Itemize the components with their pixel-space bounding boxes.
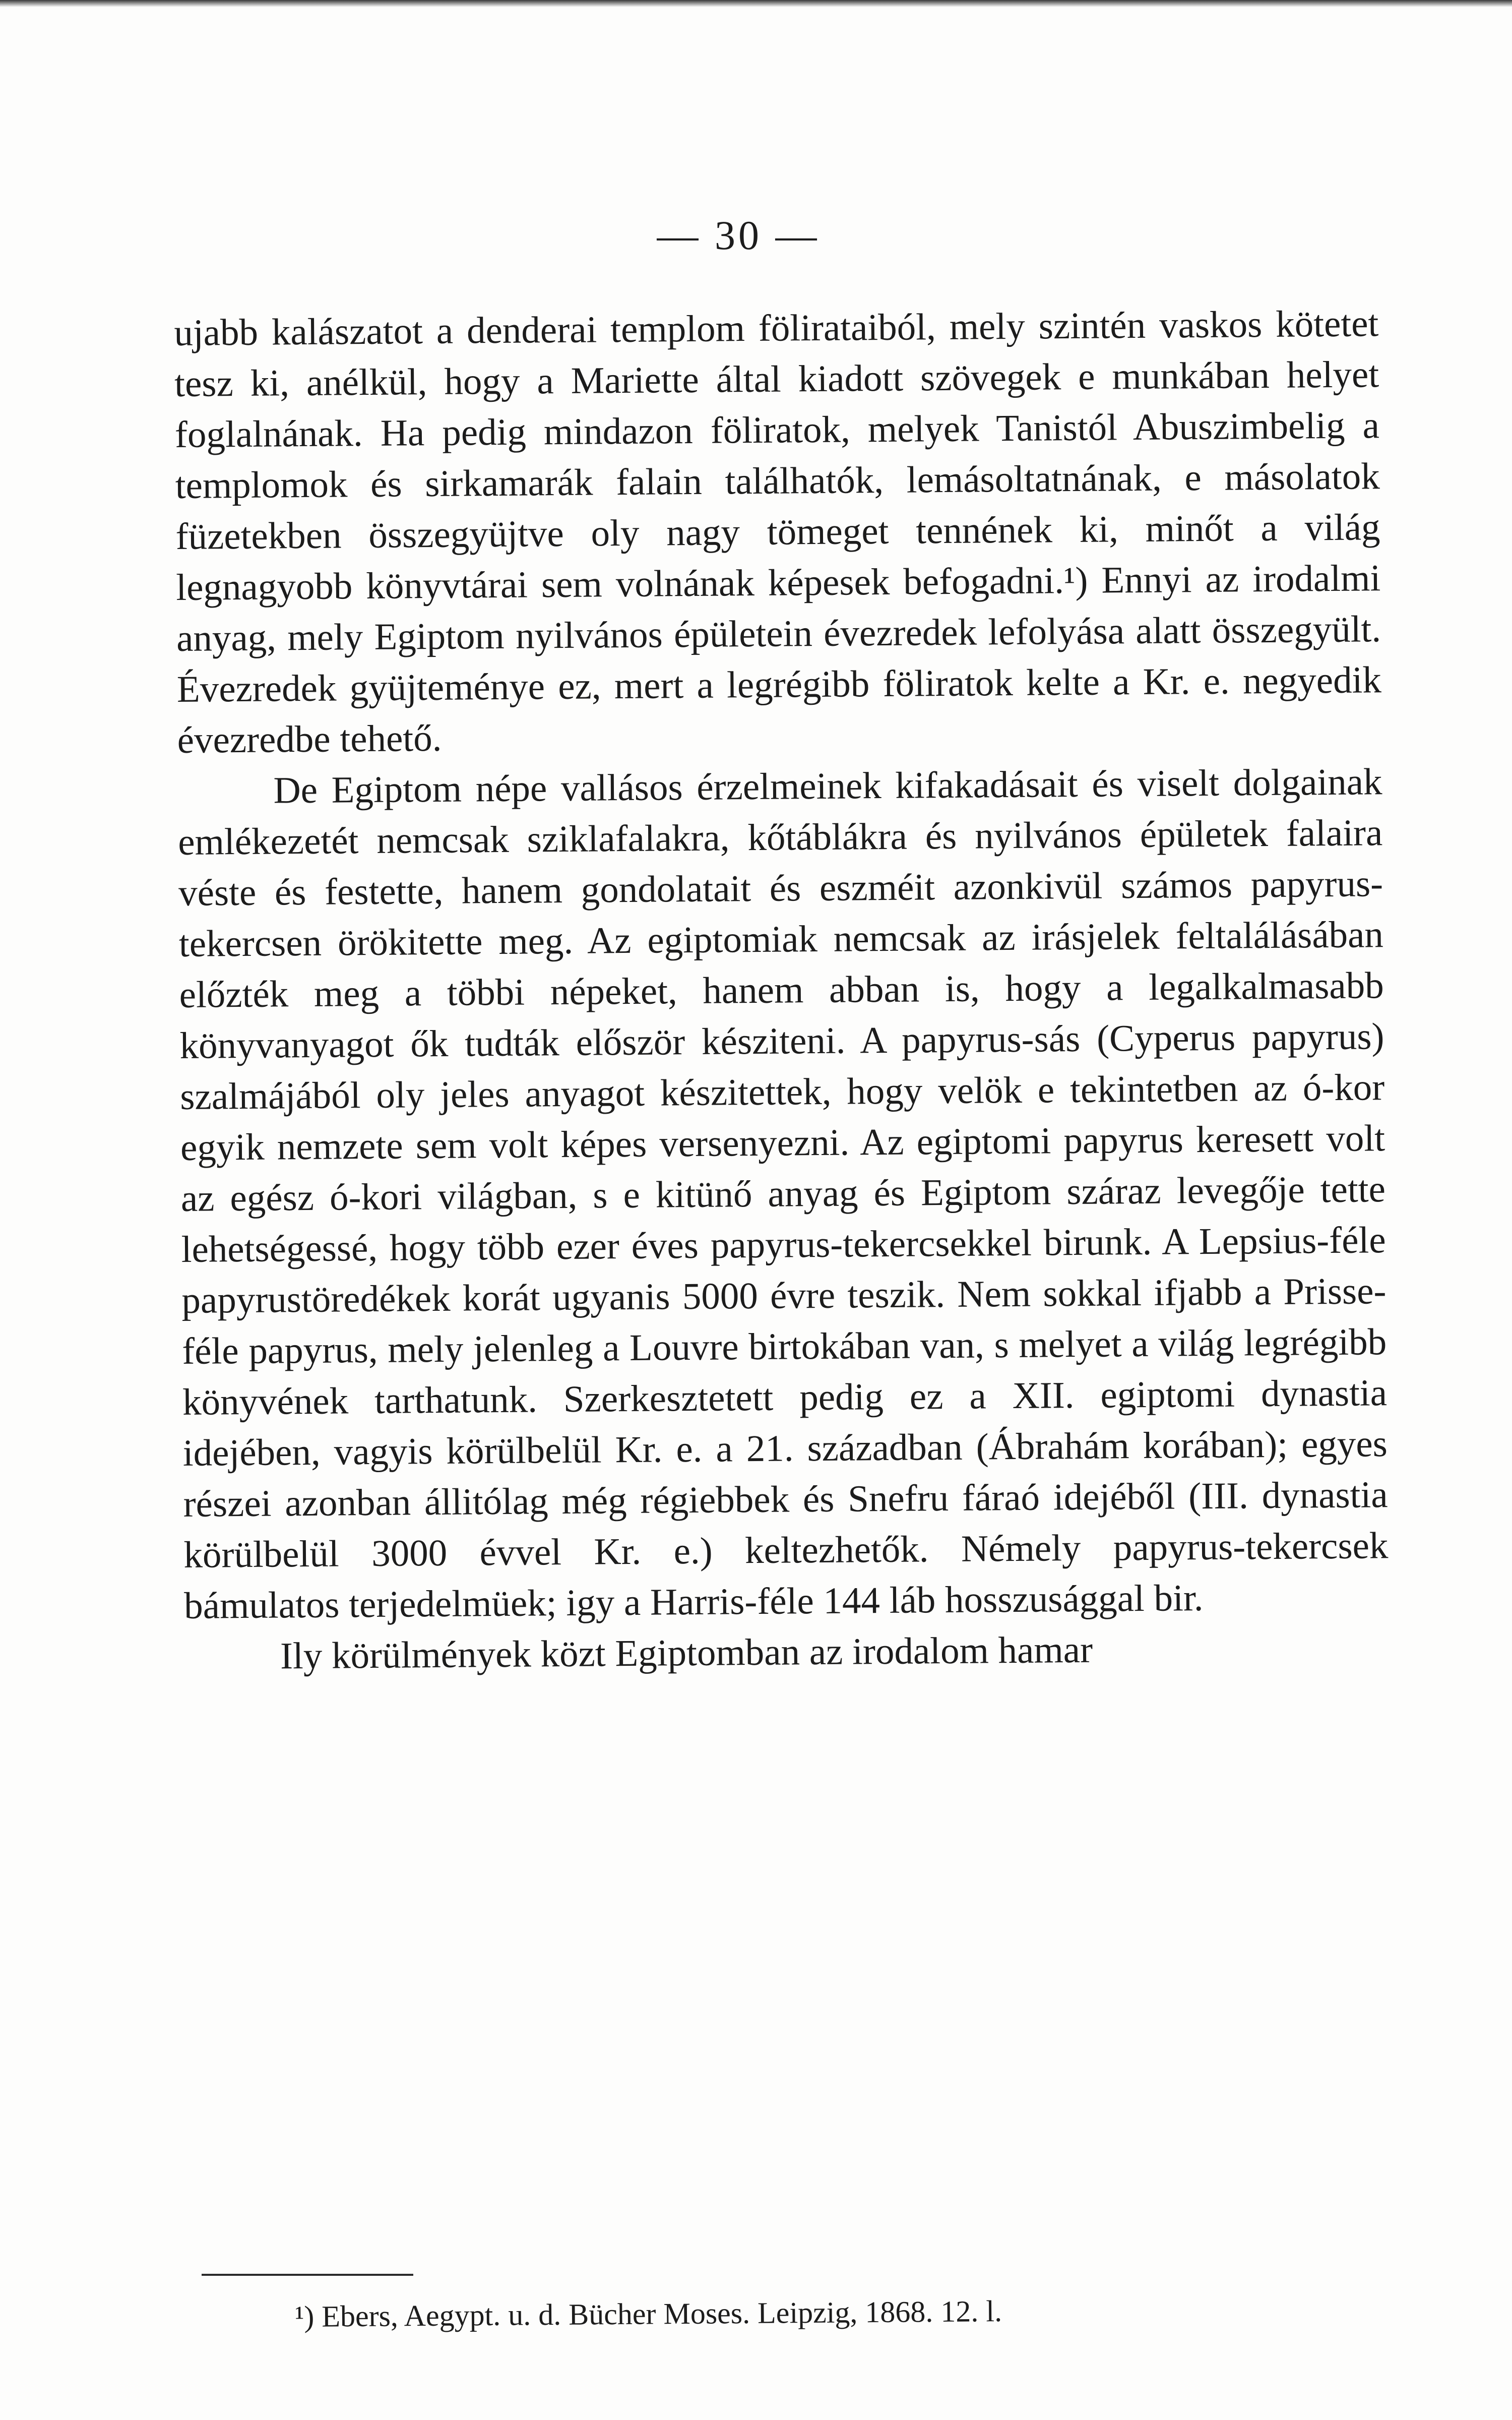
footnote-marker: ¹) <box>295 2300 314 2333</box>
scan-top-edge <box>0 0 1512 7</box>
paragraph-3: Ily körülmények közt Egiptomban az irodalom hamar <box>280 1628 1093 1677</box>
body-text <box>174 298 1389 1682</box>
footnote <box>295 2288 1379 2337</box>
paragraph-1: ujabb kalászatot a denderai templom fölirataiból, mely szintén vaskos kötetet tesz ki, anélkül, hogy a Mariette által kiadott szövegek e munkában helyet foglalnának. Ha pedig mindazon föliratok, melyek Tanistól Abuszimbelig a templomok és sirkamarák falain találhatók, lemásoltatnának, e másolatok füzetekben összegyüjtve oly nagy tömeget tennének ki, minőt a világ legnagyobb könyvtárai sem volnának képesek befogadni.¹) Ennyi az irodalmi anyag, mely Egiptom nyilvános épületein évezredek lefolyása alatt összegyült. Évezredek gyüjteménye ez, mert a legrégibb föliratok kelte a Kr. e. negyedik évezredbe tehető. <box>174 302 1382 761</box>
footnote-text: Ebers, Aegypt. u. d. Bücher Moses. Leipzig, 1868. 12. l. <box>322 2294 1002 2333</box>
footnote-divider <box>202 2274 413 2276</box>
paragraph-2: De Egiptom népe vallásos érzelmeinek kifakadásait és viselt dolgainak emlékezetét nemcsak sziklafalakra, kőtáblákra és nyilvános épületek falaira véste és festette, hanem gondolatait és eszméit azonkivül számos papyrus-tekercsen örökitette meg. Az egiptomiak nemcsak az irásjelek feltalálásában előzték meg a többi népeket, hanem abban is, hogy a legalkalmasabb könyvanyagot ők tudták először késziteni. A papyrus-sás (Cyperus papyrus) szalmájából oly jeles anyagot készitettek, hogy velök e tekintetben az ó-kor egyik nemzete sem volt képes versenyezni. Az egiptomi papyrus keresett volt az egész ó-kori világban, s e kitünő anyag és Egiptom száraz levegője tette lehetségessé, hogy több ezer éves papyrus-tekercsekkel birunk. A Lepsius-féle papyrustöredékek korát ugyanis 5000 évre teszik. Nem sokkal ifjabb a Prisse-féle papyrus, mely jelenleg a Louvre birtokában van, s melyet a világ legrégibb könyvének tarthatunk. Szerkesztetett pedig ez a XII. egiptomi dynastia idejében, vagyis körülbelül Kr. e. a 21. században (Ábrahám korában); egyes részei azonban állitólag még régiebbek és Snefru fáraó idejéből (III. dynastia körülbelül 3000 évvel Kr. e.) keltezhetők. Némely papyrus-tekercsek bámulatos terjedelmüek; igy a Harris-féle 144 láb hosszusággal bir. <box>178 761 1389 1627</box>
page-number: — 30 — <box>657 212 820 258</box>
